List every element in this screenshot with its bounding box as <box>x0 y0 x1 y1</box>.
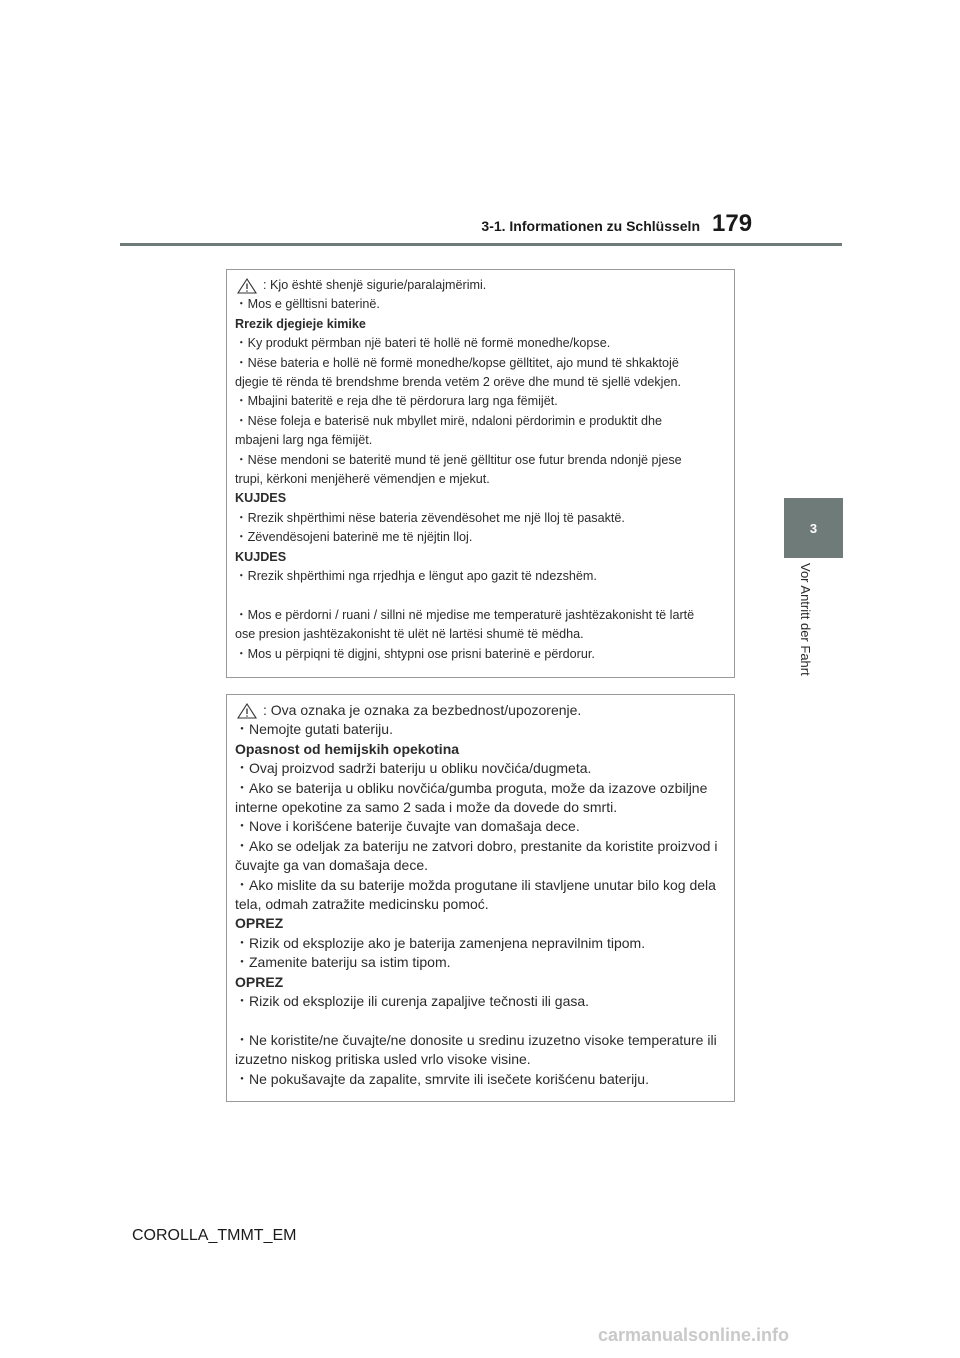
warning-intro-line <box>235 276 726 295</box>
header-rule <box>120 243 842 246</box>
warning-line: tela, odmah zatražite medicinsku pomoć. <box>235 896 489 913</box>
warning-line: ・Nëse foleja e baterisë nuk mbyllet mirë, ndaloni përdorimin e produktit dhe <box>235 413 663 428</box>
section-title: 3-1. Informationen zu Schlüsseln <box>481 218 700 234</box>
warning-line: ・Ako se baterija u obliku novčića/gumba proguta, može da izazove ozbiljne <box>235 779 708 796</box>
warning-intro-line <box>235 701 726 720</box>
warning-line: ose presion jashtëzakonisht të ulët në lartësi shumë të mëdha. <box>235 627 584 642</box>
warning-spacer <box>235 1012 726 1031</box>
warning-line: ・Mos u përpiqni të digjni, shtypni ose prisni baterinë e përdorur. <box>235 646 595 661</box>
warning-line: izuzetno niskog pritiska usled vrlo visoke visine. <box>235 1051 531 1068</box>
warning-line: ・Mos e gëlltisni baterinë. <box>235 297 380 312</box>
warning-spacer <box>235 587 726 606</box>
warning-line: ・Zëvendësojeni baterinë me të njëjtin lloj. <box>235 530 473 545</box>
warning-line: čuvajte ga van domašaja dece. <box>235 857 429 874</box>
warning-line: trupi, kërkoni menjëherë vëmendjen e mjekut. <box>235 472 490 487</box>
warning-line: ・Ovaj proizvod sadrži bateriju u obliku novčića/dugmeta. <box>235 760 592 777</box>
warning-line: interne opekotine za samo 2 sada i može da dovede do smrti. <box>235 799 618 816</box>
warning-line: ・Ne koristite/ne čuvajte/ne donosite u sredinu izuzetno visoke temperature ili <box>235 1031 717 1048</box>
warning-line: ・Rizik od eksplozije ako je baterija zamenjena nepravilnim tipom. <box>235 934 646 951</box>
warning-line: ・Mbajini bateritë e reja dhe të përdorura larg nga fëmijët. <box>235 394 558 409</box>
warning-line: djegie të rënda të brendshme brenda vetëm 2 orëve dhe mund të sjellë vdekjen. <box>235 375 681 390</box>
warning-line: ・Rrezik shpërthimi nga rrjedhja e lëngut apo gazit të ndezshëm. <box>235 569 597 584</box>
warning-line: ・Rizik od eksplozije ili curenja zapaljive tečnosti ili gasa. <box>235 993 590 1010</box>
warning-line: mbajeni larg nga fëmijët. <box>235 433 373 448</box>
warning-heading: Opasnost od hemijskih opekotina <box>235 740 460 757</box>
warning-triangle-icon <box>237 703 257 719</box>
warning-line: ・Ako se odeljak za bateriju ne zatvori dobro, prestanite da koristite proizvod i <box>235 837 718 854</box>
warning-heading: OPREZ <box>235 973 284 990</box>
warning-line: ・Zamenite bateriju sa istim tipom. <box>235 954 451 971</box>
warning-heading: Rrezik djegieje kimike <box>235 316 366 331</box>
document-code: COROLLA_TMMT_EM <box>132 1227 297 1244</box>
warning-line: ・Mos e përdorni / ruani / sillni në mjedise me temperaturë jashtëzakonisht të lartë <box>235 607 695 622</box>
warning-line: ・Ne pokušavajte da zapalite, smrvite ili isečete korišćenu bateriju. <box>235 1070 649 1087</box>
chapter-tab <box>784 498 843 558</box>
warning-intro-text: : Kjo është shenjë sigurie/paralajmërimi. <box>263 278 487 292</box>
warning-box-albanian <box>226 269 735 678</box>
page-number: 179 <box>712 210 753 237</box>
chapter-number: 3 <box>809 520 818 536</box>
warning-heading: OPREZ <box>235 915 284 932</box>
warning-triangle-icon <box>237 278 257 294</box>
watermark: carmanualsonline.info <box>598 1325 790 1345</box>
warning-line: ・Nemojte gutati bateriju. <box>235 721 393 738</box>
warning-line: ・Nove i korišćene baterije čuvajte van domašaja dece. <box>235 818 580 835</box>
warning-line: ・Nëse bateria e hollë në formë monedhe/kopse gëlltitet, ajo mund të shkaktojë <box>235 355 679 370</box>
chapter-title: Vor Antritt der Fahrt <box>798 563 813 676</box>
warning-line: ・Ako mislite da su baterije možda progutane ili stavljene unutar bilo kog dela <box>235 876 716 893</box>
warning-heading: KUJDES <box>235 549 287 564</box>
warning-line: ・Ky produkt përmban një bateri të hollë në formë monedhe/kopse. <box>235 336 611 351</box>
warning-line: ・Rrezik shpërthimi nëse bateria zëvendësohet me një lloj të pasaktë. <box>235 510 625 525</box>
warning-intro-text: : Ova oznaka je oznaka za bezbednost/upozorenje. <box>263 702 582 718</box>
warning-box-serbian <box>226 694 735 1102</box>
warning-line: ・Nëse mendoni se bateritë mund të jenë gëlltitur ose futur brenda ndonjë pjese <box>235 452 682 467</box>
warning-heading: KUJDES <box>235 491 287 506</box>
